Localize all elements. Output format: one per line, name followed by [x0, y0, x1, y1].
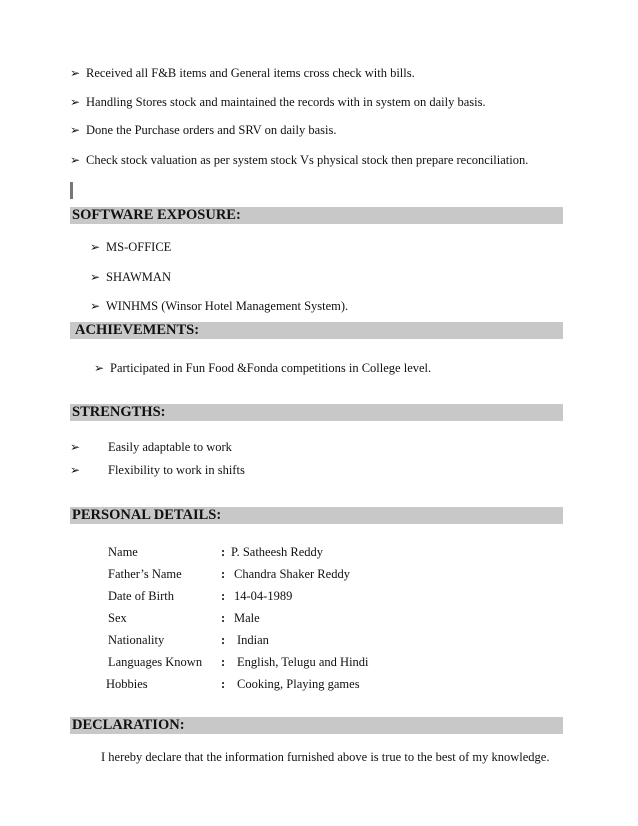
achievement-text: Participated in Fun Food &Fonda competitions in College level.: [110, 361, 432, 375]
arrow-bullet-icon: ➢: [70, 153, 81, 167]
detail-separator: :: [221, 611, 226, 625]
strength-item: [70, 439, 232, 455]
detail-value: Male: [234, 611, 260, 625]
strength-text: Easily adaptable to work: [108, 440, 232, 454]
arrow-bullet-icon: ➢: [70, 95, 81, 109]
arrow-bullet-icon: ➢: [90, 299, 101, 313]
declaration-heading: DECLARATION:: [70, 717, 563, 734]
software-text: WINHMS (Winsor Hotel Management System).: [106, 299, 349, 313]
arrow-bullet-icon: ➢: [70, 66, 81, 80]
arrow-bullet-icon: ➢: [70, 440, 81, 454]
software-text: MS-OFFICE: [106, 240, 172, 254]
detail-value: Cooking, Playing games: [237, 677, 360, 691]
detail-value: Indian: [237, 633, 269, 647]
software-item: [90, 269, 171, 285]
achievement-item: [94, 360, 431, 376]
duty-text: Handling Stores stock and maintained the records with in system on daily basis.: [86, 95, 486, 109]
section-marker: [70, 182, 73, 199]
personal-heading: PERSONAL DETAILS:: [70, 507, 563, 524]
detail-label: Sex: [108, 611, 127, 625]
duty-text: Done the Purchase orders and SRV on daily basis.: [86, 123, 337, 137]
duty-item: [70, 152, 528, 168]
detail-label: Name: [108, 545, 138, 559]
detail-separator: :: [221, 545, 226, 559]
software-item: [90, 239, 171, 255]
duty-item: [70, 94, 486, 110]
duty-text: Check stock valuation as per system stock Vs physical stock then prepare reconciliation.: [86, 153, 529, 167]
detail-separator: :: [221, 567, 226, 581]
detail-value: Chandra Shaker Reddy: [234, 567, 350, 581]
detail-label: Nationality: [108, 633, 165, 647]
arrow-bullet-icon: ➢: [70, 463, 81, 477]
detail-separator: :: [221, 655, 226, 669]
detail-separator: :: [221, 633, 226, 647]
duty-item: [70, 122, 336, 138]
detail-value: English, Telugu and Hindi: [237, 655, 369, 669]
duty-item: [70, 65, 415, 81]
detail-label: Father’s Name: [108, 567, 182, 581]
achievements-heading: ACHIEVEMENTS:: [70, 322, 563, 339]
detail-label: Languages Known: [108, 655, 203, 669]
software-heading: SOFTWARE EXPOSURE:: [70, 207, 563, 224]
strength-text: Flexibility to work in shifts: [108, 463, 245, 477]
declaration-text: I hereby declare that the information furnished above is true to the best of my knowledge.: [101, 750, 550, 764]
arrow-bullet-icon: ➢: [90, 270, 101, 284]
detail-label: Hobbies: [106, 677, 148, 691]
detail-separator: :: [221, 677, 226, 691]
duty-text: Received all F&B items and General items cross check with bills.: [86, 66, 415, 80]
software-item: [90, 298, 348, 314]
strengths-heading: STRENGTHS:: [70, 404, 563, 421]
detail-label: Date of Birth: [108, 589, 174, 603]
arrow-bullet-icon: ➢: [90, 240, 101, 254]
detail-separator: :: [221, 589, 226, 603]
strength-item: [70, 462, 245, 478]
arrow-bullet-icon: ➢: [94, 361, 105, 375]
detail-value: 14-04-1989: [234, 589, 293, 603]
software-text: SHAWMAN: [106, 270, 171, 284]
detail-value: P. Satheesh Reddy: [231, 545, 324, 559]
arrow-bullet-icon: ➢: [70, 123, 81, 137]
